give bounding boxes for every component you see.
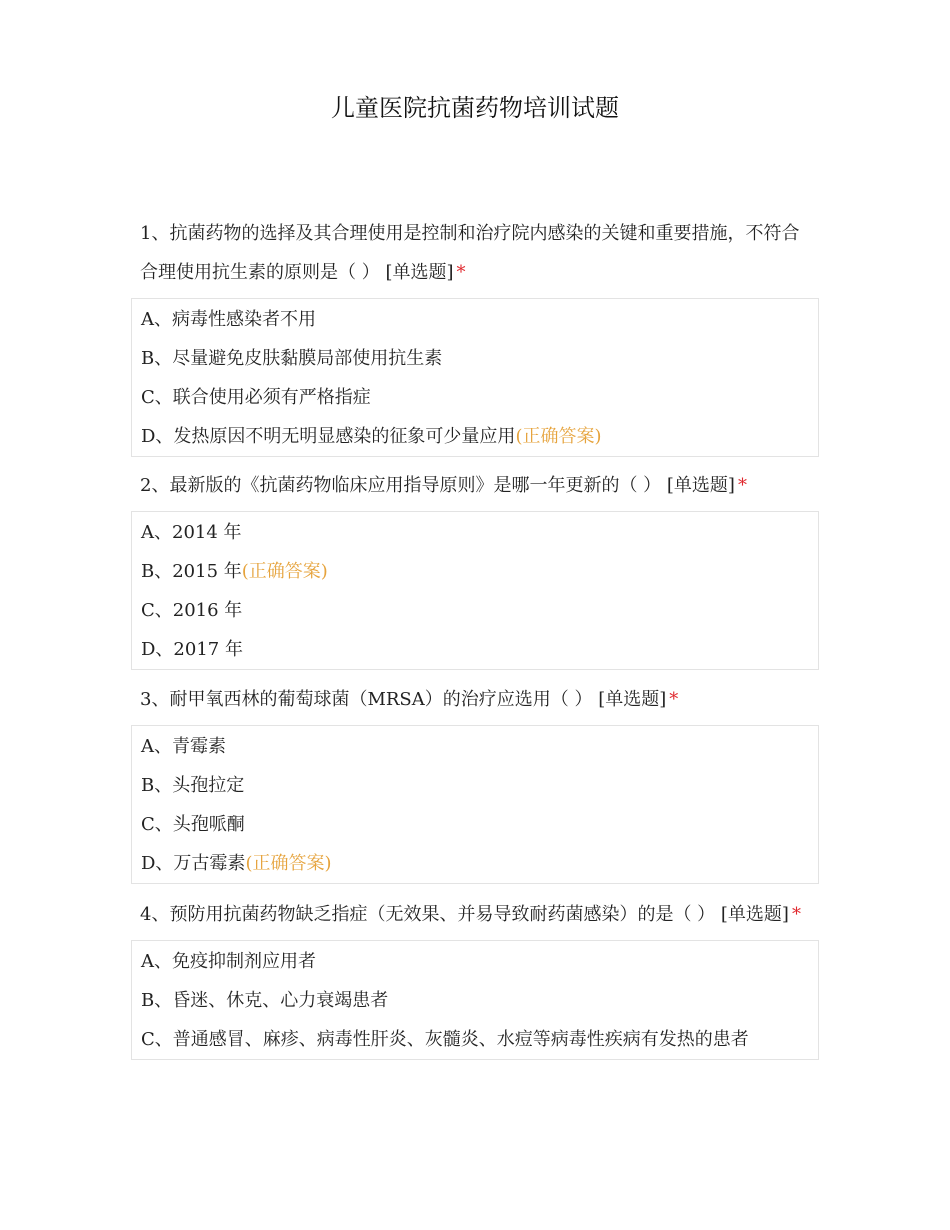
option-label: B、头孢拉定 bbox=[141, 775, 245, 796]
required-mark: * bbox=[456, 262, 466, 283]
question-block bbox=[131, 466, 819, 670]
option-label: C、2016 年 bbox=[141, 600, 243, 621]
correct-answer-mark: (正确答案) bbox=[515, 426, 602, 447]
option-item bbox=[132, 417, 818, 456]
option-label: D、发热原因不明无明显感染的征象可少量应用 bbox=[141, 426, 516, 447]
option-list bbox=[131, 511, 819, 670]
question-block bbox=[131, 680, 819, 884]
required-mark: * bbox=[737, 475, 747, 496]
option-label: D、万古霉素 bbox=[141, 853, 246, 874]
option-label: C、联合使用必须有严格指症 bbox=[141, 387, 371, 408]
option-item bbox=[132, 942, 818, 981]
option-item bbox=[132, 591, 818, 630]
option-list bbox=[131, 725, 819, 884]
question-text bbox=[131, 895, 819, 934]
option-list bbox=[131, 298, 819, 457]
option-label: C、头孢哌酮 bbox=[141, 814, 245, 835]
option-label: A、青霉素 bbox=[141, 736, 226, 757]
question-block bbox=[131, 214, 819, 457]
option-item bbox=[132, 300, 818, 339]
option-item bbox=[132, 1020, 818, 1059]
option-item bbox=[132, 727, 818, 766]
question-block bbox=[131, 895, 819, 1060]
question-prompt: 4、预防用抗菌药物缺乏指症（无效果、并易导致耐药菌感染）的是（ ） [单选题] bbox=[140, 904, 789, 925]
option-label: A、病毒性感染者不用 bbox=[141, 309, 316, 330]
document-title: 儿童医院抗菌药物培训试题 bbox=[331, 94, 619, 122]
option-item bbox=[132, 339, 818, 378]
required-mark: * bbox=[669, 689, 679, 710]
option-item bbox=[132, 766, 818, 805]
option-item bbox=[132, 552, 818, 591]
required-mark: * bbox=[791, 904, 801, 925]
option-label: B、2015 年 bbox=[141, 561, 242, 582]
option-item bbox=[132, 630, 818, 669]
option-item bbox=[132, 981, 818, 1020]
correct-answer-mark: (正确答案) bbox=[245, 853, 332, 874]
question-text bbox=[131, 214, 819, 292]
option-item bbox=[132, 378, 818, 417]
option-list bbox=[131, 940, 819, 1060]
question-prompt: 3、耐甲氧西林的葡萄球菌（MRSA）的治疗应选用（ ） [单选题] bbox=[140, 689, 667, 710]
option-item bbox=[132, 805, 818, 844]
option-item bbox=[132, 513, 818, 552]
option-label: B、昏迷、休克、心力衰竭患者 bbox=[141, 990, 389, 1011]
question-text bbox=[131, 466, 819, 505]
question-prompt: 2、最新版的《抗菌药物临床应用指导原则》是哪一年更新的（ ） [单选题] bbox=[140, 475, 735, 496]
option-label: B、尽量避免皮肤黏膜局部使用抗生素 bbox=[141, 348, 443, 369]
option-label: A、2014 年 bbox=[141, 522, 242, 543]
option-label: D、2017 年 bbox=[141, 639, 243, 660]
option-label: C、普通感冒、麻疹、病毒性肝炎、灰髓炎、水痘等病毒性疾病有发热的患者 bbox=[141, 1029, 749, 1050]
question-prompt: 1、抗菌药物的选择及其合理使用是控制和治疗院内感染的关键和重要措施，不符合合理使用抗生素的原则是（ ） [单选题] bbox=[140, 223, 800, 283]
question-text bbox=[131, 680, 819, 719]
correct-answer-mark: (正确答案) bbox=[241, 561, 328, 582]
option-item bbox=[132, 844, 818, 883]
option-label: A、免疫抑制剂应用者 bbox=[141, 951, 316, 972]
